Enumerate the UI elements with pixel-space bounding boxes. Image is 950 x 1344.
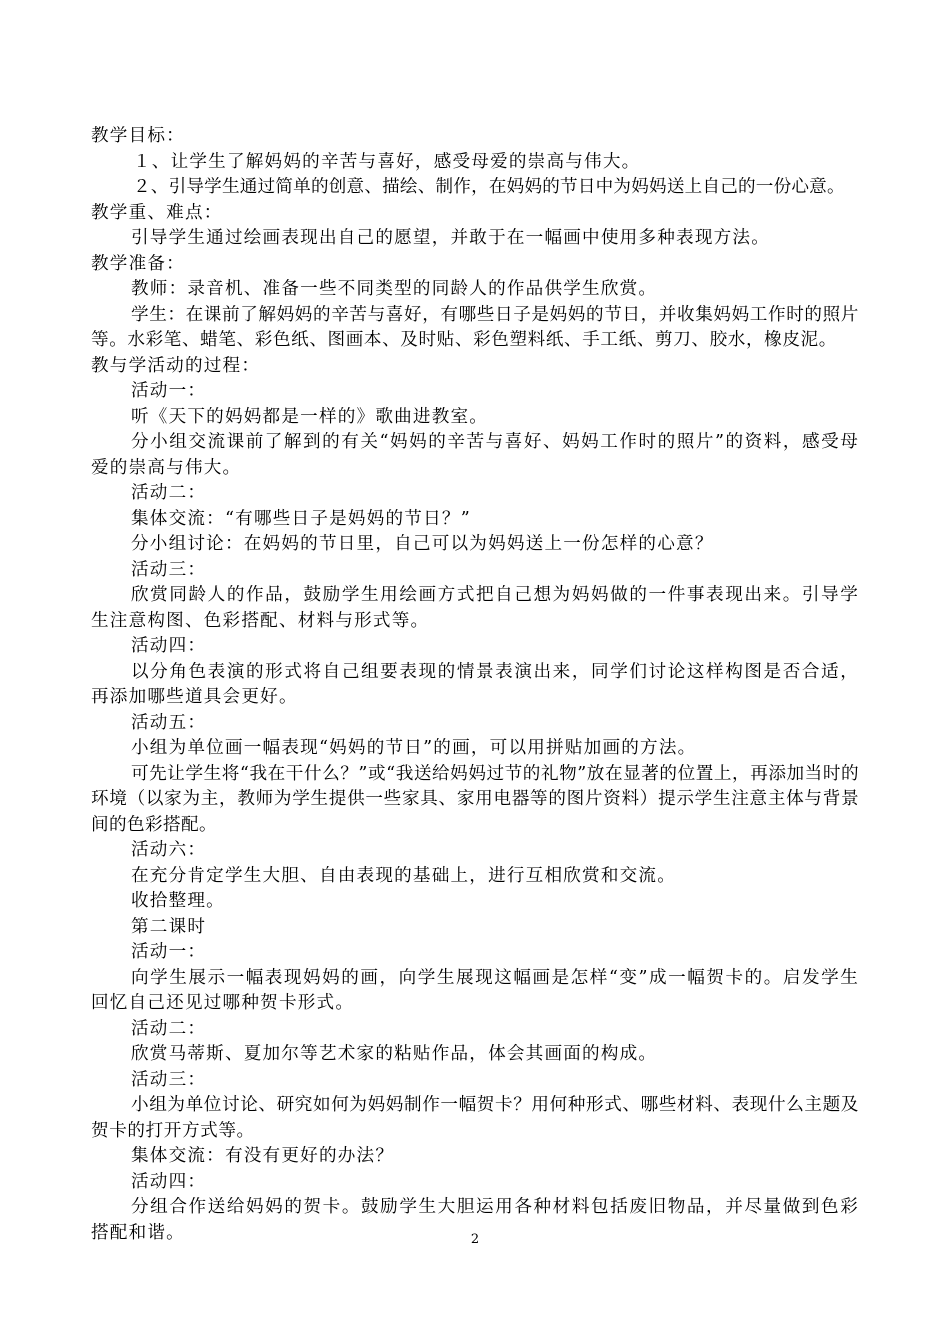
lesson1-activity2-text-1: 集体交流：“有哪些日子是妈妈的节日？” [131, 508, 471, 529]
lesson1-activity5-text-1: 小组为单位画一幅表现“妈妈的节日”的画，可以用拼贴加画的方法。 [131, 738, 697, 758]
document-page [91, 124, 859, 1246]
key-points-heading: 教学重、难点： [91, 202, 223, 223]
goal-item-2: ２、引导学生通过简单的创意、描绘、制作，在妈妈的节日中为妈妈送上自己的一份心意。 [133, 177, 845, 197]
goal-item-1: １、让学生了解妈妈的辛苦与喜好，感受母爱的崇高与伟大。 [133, 151, 641, 172]
lesson1-activity1-text-1: 听《天下的妈妈都是一样的》歌曲进教室。 [131, 406, 489, 427]
lesson2-activity4-label: 活动四： [131, 1171, 207, 1192]
goals-heading: 教学目标： [91, 126, 185, 146]
lesson1-activity1-label: 活动一： [131, 381, 207, 401]
lesson1-activity3-text-1: 欣赏同龄人的作品，鼓励学生用绘画方式把自己想为妈妈做的一件事表现出来。引导学生注意构图、色彩搭配、材料与形式等。 [91, 585, 859, 631]
preparation-student: 学生：在课前了解妈妈的辛苦与喜好，有哪些日子是妈妈的节日，并收集妈妈工作时的照片等。水彩笔、蜡笔、彩色纸、图画本、及时贴、彩色塑料纸、手工纸、剪刀、胶水，橡皮泥。 [91, 304, 859, 350]
lesson2-activity3-label: 活动三： [131, 1069, 207, 1090]
lesson1-activity5-text-2: 可先让学生将“我在干什么？”或“我送给妈妈过节的礼物”放在显著的位置上，再添加当时的环境（以家为主，教师为学生提供一些家具、家用电器等的图片资料）提示学生注意主体与背景间的色彩搭配。 [91, 763, 859, 835]
lesson1-activity6-text-1: 在充分肯定学生大胆、自由表现的基础上，进行互相欣赏和交流。 [131, 865, 677, 886]
preparation-heading: 教学准备： [91, 253, 185, 274]
lesson2-activity1-text-1: 向学生展示一幅表现妈妈的画，向学生展现这幅画是怎样“变”成一幅贺卡的。启发学生回忆自己还见过哪种贺卡形式。 [91, 967, 859, 1013]
lesson2-activity3-text-1: 小组为单位讨论、研究如何为妈妈制作一幅贺卡？用何种形式、哪些材料、表现什么主题及贺卡的打开方式等。 [91, 1095, 859, 1141]
lesson2-heading: 第二课时 [131, 916, 207, 937]
lesson1-activity3-label: 活动三： [131, 559, 207, 580]
lesson2-activity3-text-2: 集体交流：有没有更好的办法？ [131, 1146, 395, 1166]
lesson2-activity4-text-1: 分组合作送给妈妈的贺卡。鼓励学生大胆运用各种材料包括废旧物品，并尽量做到色彩搭配和谐。 [91, 1197, 859, 1243]
lesson1-activity4-label: 活动四： [131, 636, 207, 656]
lesson1-activity5-label: 活动五： [131, 712, 207, 733]
preparation-teacher: 教师：录音机、准备一些不同类型的同龄人的作品供学生欣赏。 [131, 279, 658, 299]
lesson2-activity1-label: 活动一： [131, 942, 207, 962]
lesson1-activity2-text-2: 分小组讨论：在妈妈的节日里，自己可以为妈妈送上一份怎样的心意？ [131, 534, 714, 554]
lesson1-activity6-label: 活动六： [131, 840, 207, 860]
page-number: 2 [470, 1232, 480, 1247]
lesson1-cleanup: 收拾整理。 [131, 891, 225, 911]
key-points-text: 引导学生通过绘画表现出自己的愿望，并敢于在一幅画中使用多种表现方法。 [131, 228, 770, 248]
lesson1-activity2-label: 活动二： [131, 483, 207, 503]
lesson1-activity4-text-1: 以分角色表演的形式将自己组要表现的情景表演出来，同学们讨论这样构图是否合适，再添加哪些道具会更好。 [91, 661, 859, 707]
lesson2-activity2-label: 活动二： [131, 1018, 207, 1039]
process-heading: 教与学活动的过程： [91, 355, 261, 376]
lesson2-activity2-text-1: 欣赏马蒂斯、夏加尔等艺术家的粘贴作品，体会其画面的构成。 [131, 1044, 658, 1064]
lesson1-activity1-text-2: 分小组交流课前了解到的有关“妈妈的辛苦与喜好、妈妈工作时的照片”的资料，感受母爱的崇高与伟大。 [91, 432, 859, 478]
